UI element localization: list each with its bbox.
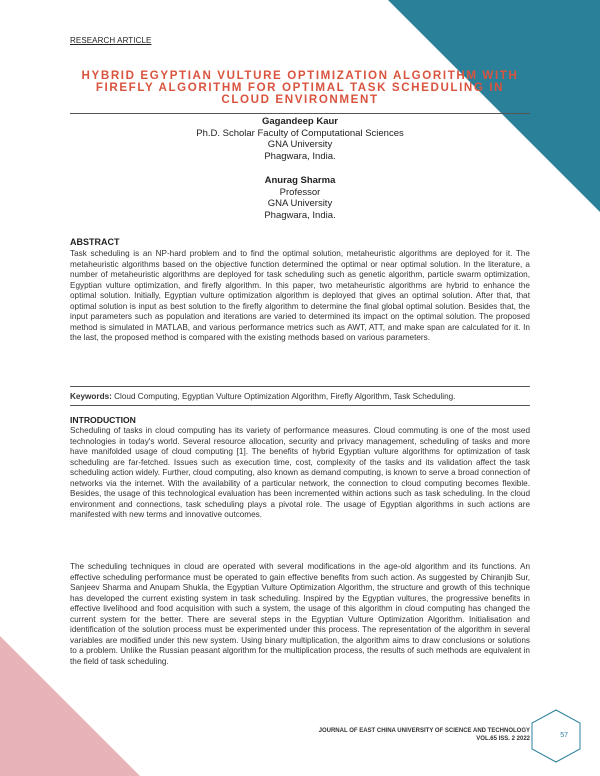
page-number: 57	[560, 732, 568, 739]
author-affiliation: Phagwara, India.	[264, 150, 336, 162]
title-line: HYBRID EGYPTIAN VULTURE OPTIMIZATION ALGORITHM WITH	[81, 69, 519, 82]
page-number-badge	[528, 708, 584, 764]
keywords-line	[70, 392, 530, 401]
author-affiliation: Professor	[279, 186, 321, 198]
author-affiliation: Ph.D. Scholar Faculty of Computational Sciences	[196, 127, 404, 139]
journal-volume: VOL.65 ISS. 2 2022	[476, 736, 530, 742]
author-block	[70, 175, 530, 221]
title-line: CLOUD ENVIRONMENT	[221, 93, 379, 106]
author-name: Gagandeep Kaur	[261, 116, 339, 127]
title-line: FIREFLY ALGORITHM FOR OPTIMAL TASK SCHEDULING IN	[95, 81, 505, 94]
keywords-text: Cloud Computing, Egyptian Vulture Optimization Algorithm, Firefly Algorithm, Task Scheduling.	[114, 392, 456, 401]
introduction-paragraph: The scheduling techniques in cloud are operated with several modifications in the age-old algorithm and its functions. An effective scheduling performance must be operated to gain effective benefits from such action. As suggested by Chiranjib Sur, Sanjeev Sharma and Anupam Shukla, the Egyptian Vulture Optimization Algorithm, the structure and growth of this technique has developed the current existing system in task scheduling. Inspired by the Egyptian vultures, the progressive benefits in effective livelihood and food acquisition with such a system, the usage of this algorithm in cloud computing has changed the current system for the better. There are several steps in the Egyptian Vulture Optimization Algorithm. Initialisation and identification of the solution process must be experimented under this process. The representation of the algorithm in several variables are modified under this new system. Using binary multiplication, the algorithm aims to draw conclusions or solutions to a problem. Unlike the Russian peasant algorithm for the multiplication process, the results of such methods are equivalent in the field of task scheduling.	[70, 562, 530, 666]
article-type-label: RESEARCH ARTICLE	[70, 36, 152, 45]
journal-name: JOURNAL OF EAST CHINA UNIVERSITY OF SCIENCE AND TECHNOLOGY	[318, 728, 530, 734]
author-affiliation: GNA University	[267, 139, 333, 150]
journal-footer	[319, 727, 530, 743]
author-affiliation: Phagwara, India.	[264, 209, 336, 221]
keywords-bottom-divider	[70, 405, 530, 406]
abstract-text: Task scheduling is an NP-hard problem and to find the optimal solution, metaheuristic algorithms are deployed for it. The metaheuristic algorithms based on the objective function determined the optimal or near optimal solution. In the literature, a number of metaheuristic algorithms are deployed for task scheduling such as genetic algorithm, particle swarm optimization, Egyptian vulture optimization, and firefly algorithm. In this paper, two metaheuristic algorithms are hybrid to enhance the optimal solution. Initially, Egyptian vulture optimization algorithm is deployed that gives an optimal solution. After that, that optimal solution is input as best solution to the firefly algorithm to determine the final global optimal solution. Besides that, the input parameters such as population and iterations are varied to determined its impact on the optimal solution. The proposed method is simulated in MATLAB, and various performance metrics such as AWT, ATT, and make span are calculated for it. In the last, the proposed method is compared with the existing methods based on various parameters.	[70, 249, 530, 342]
keywords-top-divider	[70, 386, 530, 387]
author-name: Anurag Sharma	[264, 175, 336, 186]
introduction-paragraph: Scheduling of tasks in cloud computing has its variety of performance measures. Cloud commuting is one of the most used technologies in today's world. Several resource allocation, security and privacy management, scheduling of tasks and more have manifolded usage of cloud computing [1]. The benefits of hybrid Egyptian vulture algorithms for optimization of task scheduling are far-fetched. Issues such as execution time, cost, complexity of the tasks and its validation affect the task scheduling action widely. Further, cloud computing, also known as demand computing, is known to serve a broad connection of networks via the internet. With the availability of a particular network, the connection to cloud computing becomes flexible. Besides, the usage of this technological evaluation has been incremented within actions such as task scheduling. In the cloud environment and connections, task scheduling plays a pivotal role. The usage of Egyptian algorithms in such actions are manifested with new terms and innovative outcomes.	[70, 426, 530, 519]
author-affiliation: GNA University	[267, 198, 333, 209]
author-block	[70, 116, 530, 162]
paper-title	[70, 70, 530, 106]
title-divider	[70, 113, 530, 114]
abstract-heading: ABSTRACT	[70, 237, 120, 247]
keywords-label: Keywords:	[70, 392, 112, 401]
introduction-heading: INTRODUCTION	[70, 415, 136, 425]
